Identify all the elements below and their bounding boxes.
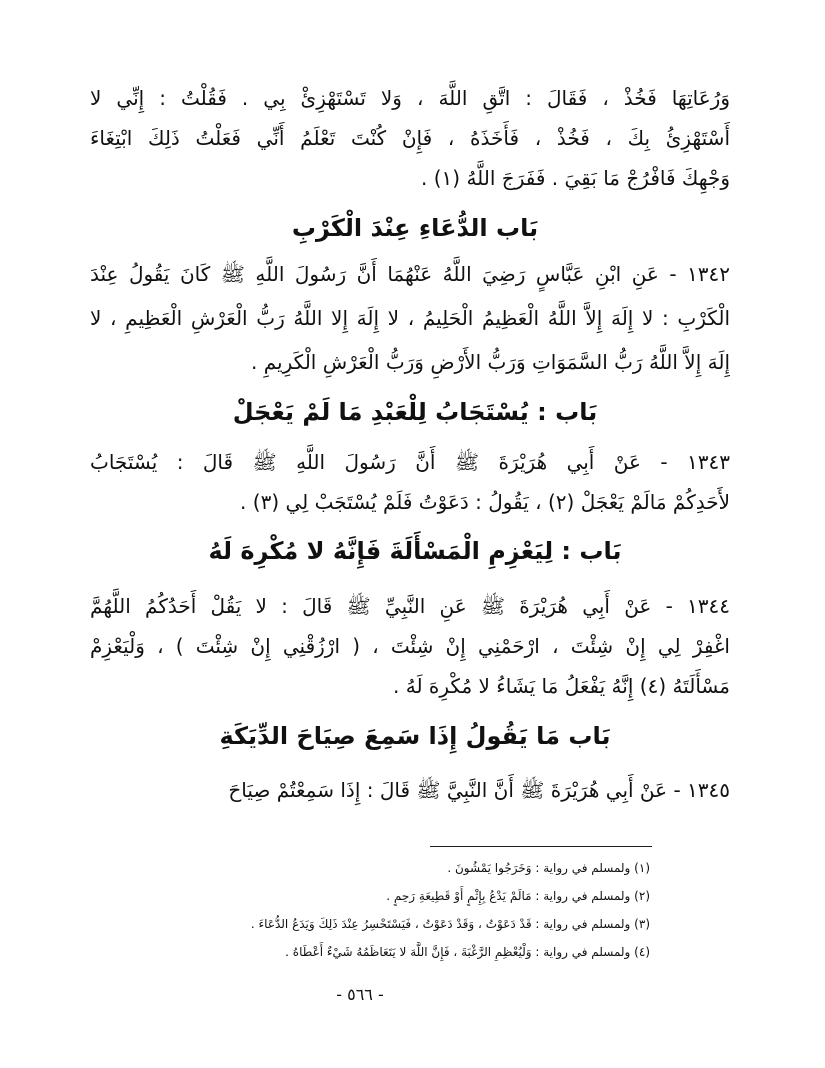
footnote: (٣) ولمسلم في رواية : قَدْ دَعَوْتُ ، وَقَدْ دَعَوْتُ ، فَيَسْتَحْسِرُ عِنْدَ ذَلِكَ وَيَدَعُ الدُّعَاءَ . xyxy=(250,917,650,931)
hadith-line: مَسْأَلَتَهُ (٤) إِنَّهُ يَفْعَلُ مَا يَشَاءُ لا مُكْرِهَ لَهُ . xyxy=(393,674,730,698)
text-line: أَسْتَهْزِئُ بِكَ ، فَخُذْ ، فَأَخَذَهُ ، فَإِنْ كُنْتَ تَعْلَمُ أَنِّي فَعَلْتُ ذَلِكَ ابْتِغَاءَ xyxy=(90,126,730,150)
text-line: وَرُعَاتِهَا فَخُذْ ، فَقَالَ : اتَّقِ اللَّهَ ، وَلا تَسْتَهْزِئْ بِي . فَقُلْتُ : إِنِّي لا xyxy=(90,86,730,110)
footnote: (٢) ولمسلم في رواية : مَالَمْ يَدْعُ بِإِثْمٍ أَوْ قَطِيعَةِ رَحِمٍ . xyxy=(386,889,650,903)
chapter-heading: بَاب مَا يَقُولُ إِذَا سَمِعَ صِيَاحَ الدِّيَكَةِ xyxy=(219,722,611,750)
page-number: - ٥٦٦ - xyxy=(336,985,384,1004)
hadith-line: ١٣٤٢ - عَنِ ابْنِ عَبَّاسٍ رَضِيَ اللَّهُ عَنْهُمَا أَنَّ رَسُولَ اللَّهِ ﷺ كَانَ يَقُولُ عِنْدَ xyxy=(90,262,730,286)
footnote-divider xyxy=(430,846,652,847)
footnote: (١) ولمسلم في رواية : وَخَرَجُوا يَمْشُونَ . xyxy=(447,861,650,875)
hadith-line: إِلَهَ إِلاَّ اللَّهُ رَبُّ السَّمَوَاتِ وَرَبُّ الأَرْضِ وَرَبُّ الْعَرْشِ الْكَرِيمِ . xyxy=(251,350,730,374)
footnote: (٤) ولمسلم في رواية : وَلْيُعْظِمِ الرَّغْبَةَ ، فَإِنَّ اللَّهَ لا يَتَعَاظَمُهُ شَيْءٌ أَعْطَاهُ . xyxy=(285,945,650,959)
hadith-line: الْكَرْبِ : لا إِلَهَ إِلاَّ اللَّهُ الْعَظِيمُ الْحَلِيمُ ، لا إِلَهَ إِلا اللَّهُ رَبُّ الْعَرْشِ الْعَظِيمِ ، لا xyxy=(90,306,730,330)
hadith-line: ١٣٤٥ - عَنْ أَبِي هُرَيْرَةَ ﷺ أَنَّ النَّبِيَّ ﷺ قَالَ : إِذَا سَمِعْتُمْ صِيَاحَ xyxy=(228,778,730,802)
chapter-heading: بَاب : لِيَعْزِمِ الْمَسْأَلَةَ فَإِنَّهُ لا مُكْرِهَ لَهُ xyxy=(208,537,622,565)
text-line: وَجْهِكَ فَافْرُجْ مَا بَقِيَ . فَفَرَجَ اللَّهُ (١) . xyxy=(421,166,730,190)
chapter-heading: بَاب : يُسْتَجَابُ لِلْعَبْدِ مَا لَمْ يَعْجَلْ xyxy=(232,398,598,426)
hadith-line: اغْفِرْ لِي إِنْ شِئْتَ ، ارْحَمْنِي إِنْ شِئْتَ ، ( ارْزُقْنِي إِنْ شِئْتَ ) ، وَلْيَعْزِمْ xyxy=(90,634,730,658)
chapter-heading: بَاب الدُّعَاءِ عِنْدَ الْكَرْبِ xyxy=(291,214,539,242)
hadith-line: ١٣٤٣ - عَنْ أَبِي هُرَيْرَةَ ﷺ أَنَّ رَسُولَ اللَّهِ ﷺ قَالَ : يُسْتَجَابُ xyxy=(90,450,730,474)
hadith-line: لأَحَدِكُمْ مَالَمْ يَعْجَلْ (٢) ، يَقُولُ : دَعَوْتُ فَلَمْ يُسْتَجَبْ لِي (٣) . xyxy=(240,490,730,514)
hadith-line: ١٣٤٤ - عَنْ أَبِي هُرَيْرَةَ ﷺ عَنِ النَّبِيِّ ﷺ قَالَ : لا يَقُلْ أَحَدُكُمُ اللَّهُمَّ xyxy=(90,594,730,618)
